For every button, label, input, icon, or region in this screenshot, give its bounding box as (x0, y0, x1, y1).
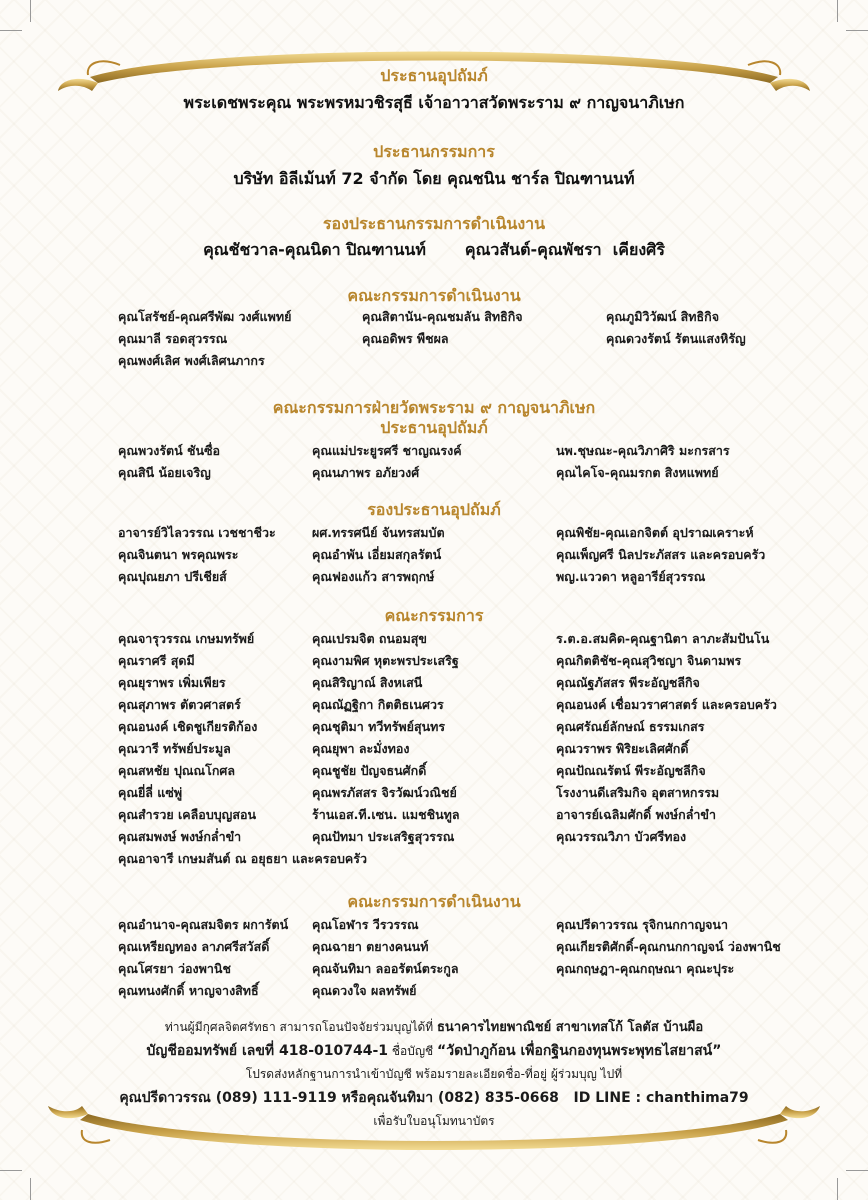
account-line (0, 1039, 868, 1063)
crop-mark (837, 0, 838, 22)
exec-committee2-list (0, 914, 868, 1002)
table-row (0, 566, 868, 588)
crop-mark (837, 1178, 838, 1200)
member-name: พญ.แววดา หลูอารีย์สุวรรณ (556, 569, 706, 584)
table-row (0, 672, 868, 694)
member-name: ผศ.ทรรศนีย์ จันทรสมบัต (312, 525, 445, 540)
member-name: คุณสินี น้อยเจริญ (118, 465, 211, 480)
exec-committee-title: คณะกรรมการดำเนินงาน (347, 286, 521, 305)
table-row (0, 440, 868, 462)
member-name: คุณยุพา ละมั่งทอง (312, 741, 410, 756)
crop-mark (846, 1170, 868, 1171)
member-name: คุณเหรียญทอง ลาภศรีสวัสดิ์ (118, 939, 270, 954)
member-name: ร้านเอส.ที.เซน. แมชชินทูล (312, 807, 460, 822)
exec-committee-title-wrap (0, 286, 868, 306)
table-row (0, 716, 868, 738)
crop-mark (846, 30, 868, 31)
member-name: คุณจินตนา พรคุณพระ (118, 547, 239, 562)
committee-title-wrap (0, 606, 868, 626)
member-name: คุณณัฏฐิกา กิตติธเนศวร (312, 697, 444, 712)
member-name: คุณฉายา ตยางคนนท์ (312, 939, 429, 954)
crop-mark (30, 0, 31, 22)
table-row (0, 848, 868, 870)
member-name: คุณวรรณวิภา บัวศรีทอง (556, 829, 687, 844)
member-name: คุณกฤษฎา-คุณกฤษณา คุณะปุระ (556, 961, 735, 976)
member-name: คุณสุภาพร ตัตวศาสตร์ (118, 697, 241, 712)
table-row (0, 306, 868, 328)
vice-patron-title: รองประธานอุปถัมภ์ (367, 500, 501, 519)
evidence-line: โปรดส่งหลักฐานการนำเข้าบัญชี พร้อมรายละเอียดชื่อ-ที่อยู่ ผู้ร่วมบุญ ไปที่ (245, 1067, 623, 1081)
committee-title: คณะกรรมการ (384, 606, 484, 625)
exec-committee-list (0, 306, 868, 372)
crop-mark (0, 1170, 22, 1171)
member-name: คุณอำพัน เอี่ยมสกุลรัตน์ (312, 547, 442, 562)
member-name: คุณปรีดาวรรณ รุจิกนกกาญจนา (556, 917, 728, 932)
table-row (0, 544, 868, 566)
donation-info-line (0, 1016, 868, 1039)
temple-committee-list (0, 440, 868, 484)
chairman-title: ประธานกรรมการ (373, 142, 495, 161)
table-row (0, 328, 868, 350)
member-name: คุณพิชัย-คุณเอกจิตต์ อุปราฌเคราะห์ (556, 525, 754, 540)
member-name: อาจารย์วิไลวรรณ เวชชาชีวะ (118, 525, 276, 540)
member-name: คุณภูมิวิวัฒน์ สิทธิกิจ (606, 309, 720, 324)
vice-chair-line: คุณชัชวาล-คุณนิดา ปิณฑานนท์ คุณวสันต์-คุณพัชรา เคียงศิริ (203, 240, 665, 259)
table-row (0, 980, 868, 1002)
member-name: คุณโอฬาร วีรวรรณ (312, 917, 419, 932)
member-name: คุณสำรวย เคลือบบุญสอน (118, 807, 257, 822)
member-name: คุณทนงศักดิ์ หาญจางสิทธิ์ (118, 983, 259, 998)
table-row (0, 628, 868, 650)
member-name: คุณปัณณรัตน์ พีระอัญชลีกิจ (556, 763, 706, 778)
member-name: คุณสิริญาณ์ สิงหเสนี (312, 675, 423, 690)
table-row (0, 826, 868, 848)
member-name: คุณโสรัชย์-คุณศรีพัฒ วงศ์แพทย์ (118, 309, 292, 324)
member-name: คุณชูชัย ปัญจธนศักดิ์ (312, 763, 427, 778)
member-name: นพ.ชุษณะ-คุณวิภาศิริ มะกรสาร (556, 443, 730, 458)
account-number: บัญชีออมทรัพย์ เลขที่ 418-010744-1 (146, 1043, 389, 1059)
account-name: “วัดป่าภูก้อน เพื่อกฐินกองทุนพระพุทธไสยาสน์” (437, 1043, 722, 1059)
temple-committee-subtitle: ประธานอุปถัมภ์ (380, 418, 488, 437)
member-name: คุณดวงรัตน์ รัตนแสงหิรัญ (606, 331, 746, 346)
member-name: คุณเปรมจิต ถนอมสุข (312, 631, 427, 646)
member-name: คุณพงศ์เลิศ พงศ์เลิศนภากร (118, 353, 265, 368)
crop-mark (30, 1178, 31, 1200)
vice-patron-title-wrap (0, 500, 868, 520)
vice-chair-title: รองประธานกรรมการดำเนินงาน (322, 214, 546, 233)
member-name: คุณสิตานัน-คุณชมลัน สิทธิกิจ (362, 309, 523, 324)
table-row (0, 760, 868, 782)
member-name: ร.ต.อ.สมคิด-คุณฐานิตา ลาภะสัมปันโน (556, 631, 770, 646)
vice-chair-section (0, 214, 868, 261)
temple-committee-section (0, 398, 868, 438)
exec-committee2-title-wrap (0, 892, 868, 912)
receipt-line: เพื่อรับใบอนุโมทนาบัตร (373, 1114, 495, 1128)
member-name: คุณจารุวรรณ เกษมทรัพย์ (118, 631, 255, 646)
table-row (0, 650, 868, 672)
table-row (0, 914, 868, 936)
member-name: คุณกิตติชัช-คุณสุวิชญา จินดามพร (556, 653, 742, 668)
member-name: คุณอาจารี เกษมสันต์ ณ อยุธยา และครอบครัว (118, 851, 368, 866)
member-name: โรงงานดีเสริมกิจ อุตสาหกรรม (556, 785, 720, 800)
member-name: คุณจันทิมา ลออรัตน์ตระกูล (312, 961, 459, 976)
crop-mark (0, 30, 22, 31)
patron-line: พระเดชพระคุณ พระพรหมวชิรสุธี เจ้าอาวาสวัดพระราม ๙ กาญจนาภิเษก (183, 93, 685, 112)
chairman-section (0, 142, 868, 190)
member-name: คุณยี่ลี่ แซ่พู่ (118, 785, 183, 800)
member-name: คุณโศรยา ว่องพานิช (118, 961, 231, 976)
member-name: คุณยุราพร เพิ่มเพียร (118, 675, 226, 690)
member-name: คุณพรภัสสร จิรวัฒน์วณิชย์ (312, 785, 457, 800)
member-name: คุณชุติมา ทวีทรัพย์สุนทร (312, 719, 446, 734)
exec-committee2-title: คณะกรรมการดำเนินงาน (347, 892, 521, 911)
committee-list (0, 628, 868, 870)
member-name: คุณแม่ประยูรศรี ชาญณรงค์ (312, 443, 462, 458)
member-name: คุณดวงใจ ผลทรัพย์ (312, 983, 417, 998)
member-name: คุณอดิพร พืชผล (362, 331, 449, 346)
table-row (0, 350, 868, 372)
temple-committee-title: คณะกรรมการฝ่ายวัดพระราม ๙ กาญจนาภิเษก (272, 398, 596, 417)
member-name: คุณวราพร พิริยะเลิศศักดิ์ (556, 741, 689, 756)
chairman-line: บริษัท อิลีเม้นท์ 72 จำกัด โดย คุณชนิน ชาร์ล ปิณฑานนท์ (233, 169, 635, 188)
contact-line: คุณปรีดาวรรณ (089) 111-9119 หรือคุณจันทิมา (082) 835-0668 ID LINE : chanthima79 (119, 1090, 749, 1106)
table-row (0, 782, 868, 804)
member-name: คุณสหชัย ปุณณโกศล (118, 763, 235, 778)
member-name: คุณณัฐภัสสร พีระอัญชลีกิจ (556, 675, 700, 690)
member-name: คุณอำนาจ-คุณสมจิตร ผการัตน์ (118, 917, 289, 932)
table-row (0, 694, 868, 716)
member-name: คุณสมพงษ์ พงษ์กล่ำขำ (118, 829, 242, 844)
member-name: คุณศรัณย์ลักษณ์ ธรรมเกสร (556, 719, 705, 734)
member-name: คุณเพ็ญศรี นิลประภัสสร และครอบครัว (556, 547, 766, 562)
member-name: คุณอนงค์ เชื่อมวราศาสตร์ และครอบครัว (556, 697, 777, 712)
member-name: คุณวารี ทรัพย์ประมูล (118, 741, 231, 756)
member-name: คุณพวงรัตน์ ชันซื่อ (118, 443, 221, 458)
vice-patron-list (0, 522, 868, 588)
member-name: คุณอนงค์ เชิดชูเกียรติก้อง (118, 719, 258, 734)
donation-prefix: ท่านผู้มีกุศลจิตศรัทธา สามารถโอนปัจจัยร่วมบุญได้ที่ (164, 1020, 437, 1034)
table-row (0, 462, 868, 484)
member-name: คุณไคโจ-คุณมรกต สิงหแพทย์ (556, 465, 719, 480)
table-row (0, 738, 868, 760)
table-row (0, 936, 868, 958)
account-name-label: ชื่อบัญชี (388, 1044, 438, 1058)
member-name: คุณเกียรติศักดิ์-คุณกนกกาญจน์ ว่องพานิช (556, 939, 781, 954)
member-name: คุณมาลี รอดสุวรรณ (118, 331, 228, 346)
patron-section (0, 66, 868, 114)
member-name: คุณงามพิศ หุตะพรประเสริฐ (312, 653, 459, 668)
member-name: คุณฟองแก้ว สารพฤกษ์ (312, 569, 435, 584)
table-row (0, 958, 868, 980)
member-name: คุณปุณยภา ปรีเชียส์ (118, 569, 227, 584)
bank-name: ธนาคารไทยพาณิชย์ สาขาเทสโก้ โลตัส บ้านผือ (437, 1020, 704, 1035)
member-name: คุณนภาพร อภัยวงศ์ (312, 465, 420, 480)
member-name: อาจารย์เฉลิมศักดิ์ พงษ์กล่ำขำ (556, 807, 716, 822)
member-name: คุณราศรี สุดมี (118, 653, 195, 668)
table-row (0, 804, 868, 826)
member-name: คุณปัทมา ประเสริฐสุวรรณ (312, 829, 455, 844)
table-row (0, 522, 868, 544)
patron-title: ประธานอุปถัมภ์ (380, 66, 488, 85)
